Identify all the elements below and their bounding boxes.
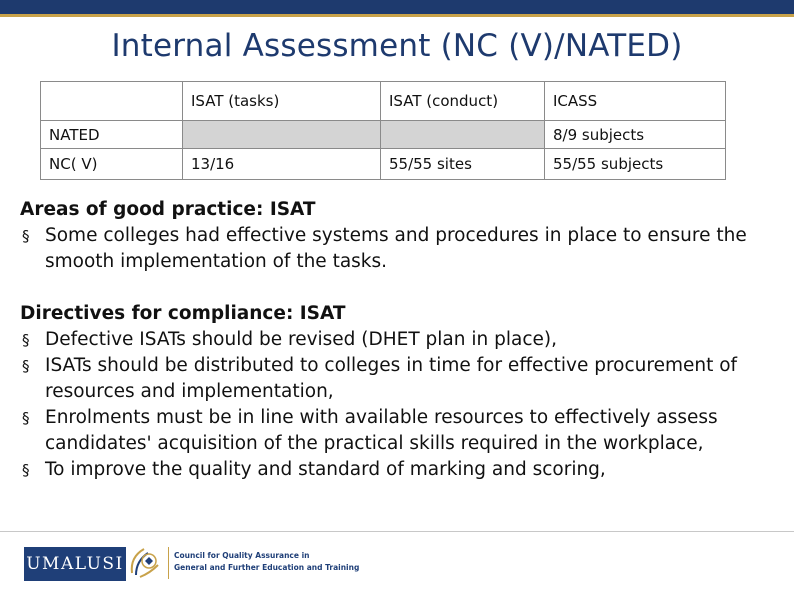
header-bar: [0, 0, 794, 14]
assessment-table: [40, 81, 726, 180]
table-cell: 55/55 sites: [381, 149, 545, 180]
bullet-text: ISATs should be distributed to colleges in time for effective procurement of resources and implementation,: [45, 355, 738, 402]
table-cell: 13/16: [183, 149, 381, 180]
directives-heading: Directives for compliance: ISAT: [20, 303, 346, 324]
table-row: [41, 121, 726, 149]
council-text: [174, 550, 359, 574]
logo-text: UMALUSI: [26, 554, 124, 574]
table-header-cell: [41, 82, 183, 121]
bullet-icon: §: [22, 357, 30, 375]
council-line: General and Further Education and Training: [174, 563, 360, 572]
table-header-row: [41, 82, 726, 121]
table-header-cell: ISAT (conduct): [381, 82, 545, 121]
header-accent-line: [0, 14, 794, 17]
list-item: [20, 327, 790, 353]
row-label-cell: NATED: [41, 121, 183, 149]
list-item: [20, 457, 790, 483]
table-cell: 8/9 subjects: [545, 121, 726, 149]
footer-logo-divider: [168, 547, 169, 579]
table-cell: 55/55 subjects: [545, 149, 726, 180]
table-header-cell: ICASS: [545, 82, 726, 121]
table-row: [41, 149, 726, 180]
good-practice-heading: Areas of good practice: ISAT: [20, 199, 316, 220]
table-cell: [381, 121, 545, 149]
table-cell: [183, 121, 381, 149]
slide-body: [20, 197, 790, 483]
bullet-text: Some colleges had effective systems and procedures in place to ensure the smooth implementation of the tasks.: [45, 225, 747, 272]
bullet-icon: §: [22, 331, 30, 349]
council-line: Council for Quality Assurance in: [174, 551, 310, 560]
bullet-text: Defective ISATs should be revised (DHET plan in place),: [45, 329, 557, 350]
bullet-text: To improve the quality and standard of marking and scoring,: [45, 459, 606, 480]
row-label-cell: NC( V): [41, 149, 183, 180]
footer-divider: [0, 531, 794, 532]
list-item: [20, 405, 790, 457]
slide-title: Internal Assessment (NC (V)/NATED): [111, 28, 683, 64]
list-item: [20, 223, 790, 275]
list-item: [20, 353, 790, 405]
crest-icon: [128, 543, 164, 581]
bullet-icon: §: [22, 409, 30, 427]
bullet-icon: §: [22, 461, 30, 479]
bullet-text: Enrolments must be in line with available resources to effectively assess candidates' acquisition of the practical skills required in the workplace,: [45, 407, 718, 454]
bullet-icon: §: [22, 227, 30, 245]
table-header-cell: ISAT (tasks): [183, 82, 381, 121]
umalusi-logo: [24, 547, 126, 581]
